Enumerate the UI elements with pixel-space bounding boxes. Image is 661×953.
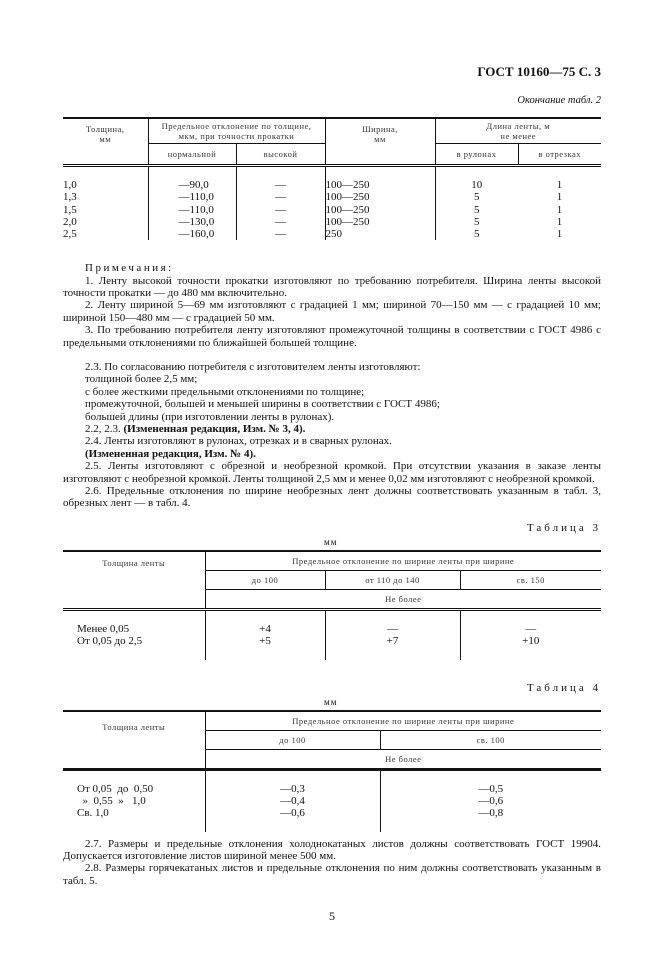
th-cuts: в отрезках xyxy=(518,144,601,166)
th-no-more: Не более xyxy=(205,749,601,769)
table-cell: 2,5 xyxy=(63,227,77,240)
th-no-more: Не более xyxy=(205,589,601,609)
table-cell: От 0,05 до 2,5 xyxy=(77,635,143,648)
note-2: 2. Ленту шириной 5—69 мм изготовляют с градацией 1 мм; шириной 70—150 мм — с градацией 10 мм; шириной 150—480 мм — с градацией 50 мм. xyxy=(63,299,601,324)
th-deviation: Предельное отклонение по ширине ленты при ширине xyxy=(205,711,601,731)
table-cell: 100—250 xyxy=(325,179,435,191)
table-cell: —0,3 xyxy=(205,783,380,795)
table-row xyxy=(63,623,601,635)
table-3-title: Таблица 3 xyxy=(526,521,601,534)
table-cell: —0,6 xyxy=(380,795,601,807)
th-length-2: не менее xyxy=(500,131,537,141)
table-cell: 100—250 xyxy=(325,204,435,216)
table-cell: —0,6 xyxy=(205,807,380,819)
table-row xyxy=(63,807,601,819)
table-cell: —0,4 xyxy=(205,795,380,807)
table-cell: 1,3 xyxy=(63,191,77,204)
table-cell: От 0,05 до 0,50 xyxy=(77,782,154,795)
table-row xyxy=(63,179,601,191)
table-4-unit: мм xyxy=(324,696,338,707)
table-cell: Св. 1,0 xyxy=(77,807,109,820)
table-continuation-label: Окончание табл. 2 xyxy=(517,95,601,106)
th-width: Ширина, xyxy=(362,124,398,134)
table-cell: — xyxy=(460,623,601,635)
table-cell: —0,8 xyxy=(380,807,601,819)
edit-note-prefix: 2.2, 2.3. xyxy=(85,423,124,435)
table-row xyxy=(63,635,601,647)
table-row xyxy=(63,191,601,203)
table-cell: —110,0 xyxy=(148,204,236,216)
table-cell: 1,5 xyxy=(63,203,77,216)
th-c2: св. 100 xyxy=(380,730,601,749)
table-cell: 100—250 xyxy=(325,216,435,228)
table-cell: 10 xyxy=(435,179,518,191)
th-high: высокой xyxy=(236,144,325,166)
list-item: толщиной более 2,5 мм; xyxy=(85,373,198,386)
table-cell: —90,0 xyxy=(148,179,236,191)
th-rolls: в рулонах xyxy=(435,144,518,166)
para-2-3: 2.3. По согласованию потребителя с изготовителем ленты изготовляют: xyxy=(85,360,421,373)
table-row xyxy=(63,795,601,807)
para-2-5: 2.5. Ленты изготовляют с обрезной и необрезной кромкой. При отсутствии указания в заказе ленты изготовляют с необрезной кромкой. Ленты толщиной 2,5 мм и менее 0,02 мм изготовляют с необрезной кромкой. xyxy=(63,460,601,485)
table-cell: — xyxy=(236,228,325,240)
para-2-4: 2.4. Ленты изготовляют в рулонах, отрезках и в сварных рулонах. xyxy=(85,435,392,448)
th-thickness: Толщина, xyxy=(86,124,125,134)
th-deviation: Предельное отклонение по ширине ленты при ширине xyxy=(205,551,601,571)
th-c3: св. 150 xyxy=(460,570,601,589)
th-thickness: Толщина ленты xyxy=(63,551,205,610)
table-4 xyxy=(63,710,601,832)
th-c1: до 100 xyxy=(205,730,380,749)
table-cell: 5 xyxy=(435,204,518,216)
table-cell: — xyxy=(236,204,325,216)
table-4-title: Таблица 4 xyxy=(526,681,601,694)
page-number: 5 xyxy=(329,909,335,924)
table-cell: 250 xyxy=(325,228,435,240)
table-cell: — xyxy=(325,623,460,635)
list-item: большей длины (при изготовлении ленты в рулонах). xyxy=(85,410,335,423)
section-2-7-2-8 xyxy=(63,838,601,888)
table-cell: — xyxy=(236,216,325,228)
table-3 xyxy=(63,550,601,660)
table-cell: — xyxy=(236,179,325,191)
notes xyxy=(63,262,601,349)
note-3: 3. По требованию потребителя ленту изготовляют промежуточной толщины в соответствии с ГОСТ 4986 с предельными отклонениями по ближайшей большей толщине. xyxy=(63,324,601,349)
th-c1: до 100 xyxy=(205,570,325,589)
table-cell: 1 xyxy=(556,179,563,192)
th-width-unit: мм xyxy=(374,134,386,144)
list-item: промежуточной, большей и меньшей ширины в соответствии с ГОСТ 4986; xyxy=(85,398,440,411)
table-cell: Менее 0,05 xyxy=(77,623,130,636)
para-2-7: 2.7. Размеры и предельные отклонения холоднокатаных листов должны соответствовать ГОСТ 19904. Допускается изготовление листов шириной менее 500 мм. xyxy=(63,837,601,862)
para-2-8: 2.8. Размеры горячекатаных листов и предельные отклонения по ним должны соответствовать указанным в табл. 5. xyxy=(63,862,601,887)
edit-note: (Измененная редакция, Изм. № 4). xyxy=(85,447,256,460)
table-cell: +4 xyxy=(205,623,325,635)
table-cell: 5 xyxy=(435,191,518,203)
table-cell: +7 xyxy=(325,635,460,647)
table-cell: +5 xyxy=(205,635,325,647)
table-cell: 5 xyxy=(435,216,518,228)
th-deviation-2: мкм, при точности прокатки xyxy=(178,131,295,141)
table-2 xyxy=(63,117,601,240)
table-cell: —110,0 xyxy=(148,191,236,203)
table-cell: — xyxy=(236,191,325,203)
th-deviation: Предельное отклонение по толщине, xyxy=(161,121,312,131)
table-cell: —160,0 xyxy=(148,228,236,240)
table-cell: » 0,55 » 1,0 xyxy=(77,794,146,807)
th-normal: нормальной xyxy=(148,144,236,166)
th-thickness-unit: мм xyxy=(99,134,112,144)
table-row xyxy=(63,783,601,795)
table-cell: —130,0 xyxy=(148,216,236,228)
table-cell: +10 xyxy=(460,635,601,647)
notes-title: Примечания: xyxy=(85,262,174,275)
table-cell: 1 xyxy=(556,215,563,228)
table-cell: 5 xyxy=(435,228,518,240)
para-2-6: 2.6. Предельные отклонения по ширине необрезных лент должны соответствовать указанным в табл. 3, обрезных лент — в табл. 4. xyxy=(63,485,601,510)
table-cell: 1,0 xyxy=(63,179,77,192)
table-cell: 1 xyxy=(556,191,563,204)
th-c2: от 110 до 140 xyxy=(325,570,460,589)
note-1: 1. Ленту высокой точности прокатки изготовляют по требованию потребителя. Ширина ленты высокой точности прокатки — до 480 мм включительно. xyxy=(63,274,601,299)
document-header: ГОСТ 10160—75 С. 3 xyxy=(477,64,601,79)
table-cell: 100—250 xyxy=(325,191,435,203)
th-thickness: Толщина ленты xyxy=(63,711,205,770)
table-row xyxy=(63,204,601,216)
list-item: с более жесткими предельными отклонениями по толщине; xyxy=(85,385,365,398)
document-page xyxy=(63,0,601,953)
th-length: Длина ленты, м xyxy=(486,121,551,131)
edit-note: (Измененная редакция, Изм. № 3, 4). xyxy=(123,423,306,435)
section-2-3-2-6 xyxy=(63,361,601,510)
table-cell: —0,5 xyxy=(380,783,601,795)
table-cell: 1 xyxy=(556,203,563,216)
table-cell: 1 xyxy=(556,227,563,240)
table-cell: 2,0 xyxy=(63,215,77,228)
table-3-unit: мм xyxy=(324,536,338,547)
table-row xyxy=(63,216,601,228)
table-row xyxy=(63,228,601,240)
